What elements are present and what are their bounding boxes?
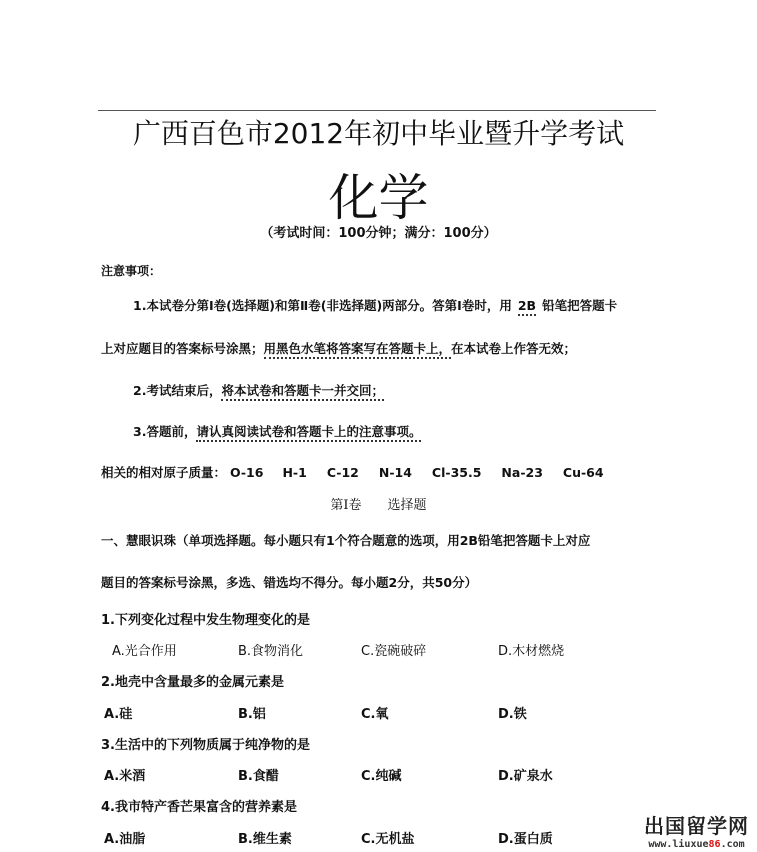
question-2-option-d: D.铁 (498, 707, 527, 722)
atomic-mass-item: Cu-64 (562, 465, 604, 480)
notice-item-2-a: 2.考试结束后， (133, 383, 222, 398)
atomic-mass-item: C-12 (326, 465, 359, 480)
question-3-option-c: C.纯碱 (361, 769, 402, 784)
notice-item-1-line-2 (101, 339, 576, 357)
watermark-url-prefix: www.liuxue (648, 839, 709, 850)
notice-item-1-text-end: 铅笔把答题卡 (542, 298, 618, 313)
question-3-option-a: A.米酒 (104, 769, 146, 784)
exam-title: 广西百色市2012年初中毕业暨升学考试 (132, 117, 625, 150)
section-instructions-line-2: 题目的答案标号涂黑，多选、错选均不得分。每小题2分，共50分） (101, 575, 478, 590)
watermark-url-suffix: .com (720, 839, 745, 850)
atomic-masses-label: 相关的相对原子质量： (101, 465, 227, 480)
notice-item-1-2b: 2B (518, 298, 536, 316)
question-4-option-b: B.维生素 (238, 832, 292, 847)
site-watermark (644, 810, 749, 850)
notice-item-2 (133, 381, 384, 399)
question-4-option-a: A.油脂 (104, 832, 146, 847)
question-3-option-d: D.矿泉水 (498, 769, 553, 784)
atomic-masses (101, 463, 604, 481)
notice-item-1-line-2-a: 上对应题目的答案标号涂黑； (101, 341, 264, 356)
notice-item-1-text: 1.本试卷分第Ⅰ卷(选择题)和第Ⅱ卷(非选择题)两部分。答第Ⅰ卷时，用 (133, 298, 512, 313)
notice-item-1-line-1 (133, 296, 617, 314)
question-1-option-c: C.瓷碗破碎 (361, 644, 427, 659)
subject-title: 化学 (328, 169, 429, 227)
question-3-stem: 3.生活中的下列物质属于纯净物的是 (101, 738, 310, 753)
question-4-option-c: C.无机盐 (361, 832, 415, 847)
question-2-stem: 2.地壳中含量最多的金属元素是 (101, 675, 284, 690)
section-instructions-line-1: 一、慧眼识珠（单项选择题。每小题只有1个符合题意的选项，用2B铅笔把答题卡上对应 (101, 533, 591, 548)
question-1-option-d: D.木材燃烧 (498, 644, 565, 659)
atomic-mass-item: N-14 (378, 465, 412, 480)
part-title: 第Ⅰ卷 选择题 (330, 498, 427, 513)
notice-item-2-b: 将本试卷和答题卡一并交回； (221, 383, 384, 401)
question-4-stem: 4.我市特产香芒果富含的营养素是 (101, 800, 297, 815)
question-4-option-d: D.蛋白质 (498, 832, 553, 847)
notice-item-3-b: 请认真阅读试卷和答题卡上的注意事项。 (196, 424, 421, 442)
atomic-mass-item: O-16 (230, 465, 264, 480)
notice-heading: 注意事项： (101, 264, 162, 278)
notice-item-1-line-2-b: 用黑色水笔将答案写在答题卡上， (264, 341, 452, 359)
watermark-url-num: 86 (708, 839, 721, 850)
question-3-option-b: B.食醋 (238, 769, 279, 784)
atomic-mass-item: H-1 (282, 465, 307, 480)
question-1-stem: 1.下列变化过程中发生物理变化的是 (101, 613, 310, 628)
atomic-mass-item: Na-23 (501, 465, 543, 480)
atomic-mass-item: Cl-35.5 (431, 465, 482, 480)
watermark-url (644, 839, 749, 850)
header-rule (98, 110, 656, 111)
notice-item-3-a: 3.答题前， (133, 424, 197, 439)
question-2-option-b: B.铝 (238, 707, 266, 722)
notice-item-3 (133, 422, 421, 440)
notice-item-1-line-2-c: 在本试卷上作答无效； (451, 341, 577, 356)
question-1-option-a: A.光合作用 (112, 644, 177, 659)
question-2-option-a: A.硅 (104, 707, 133, 722)
watermark-text: 出国留学网 (644, 814, 749, 838)
exam-info: （考试时间：100分钟；满分：100分） (260, 226, 497, 241)
question-2-option-c: C.氧 (361, 707, 389, 722)
question-1-option-b: B.食物消化 (238, 644, 304, 659)
